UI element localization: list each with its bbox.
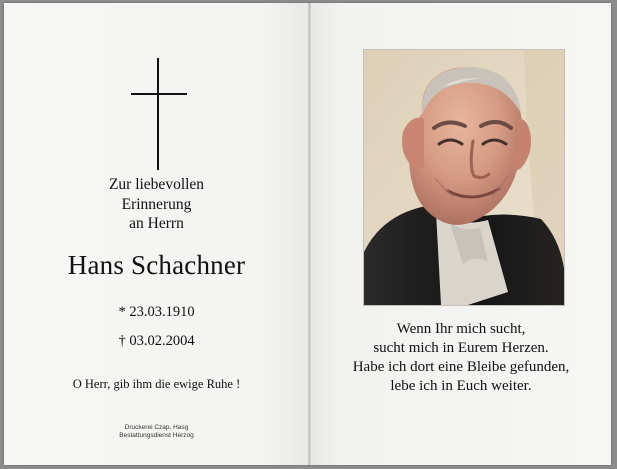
cross-horizontal-bar [131, 93, 187, 95]
poem-line: Habe ich dort eine Bleibe gefunden, [352, 359, 570, 375]
memorial-line: an Herrn [129, 215, 184, 232]
cross-vertical-bar [157, 58, 159, 170]
prayer-text: O Herr, gib ihm die ewige Ruhe ! [72, 377, 241, 391]
memorial-text [4, 175, 309, 234]
memorial-line: Erinnerung [121, 195, 192, 213]
portrait-photo [363, 49, 565, 306]
portrait-image [364, 50, 564, 305]
printer-line: Druckerei Czap, Hasg [124, 424, 189, 431]
cross-icon [131, 58, 187, 170]
poem-line: sucht mich in Eurem Herzen. [373, 340, 549, 356]
deceased-name: Hans Schachner [67, 250, 246, 280]
memorial-line: Zur liebevollen [108, 176, 205, 193]
printer-credit [4, 424, 309, 440]
poem-line: lebe ich in Euch weiter. [390, 378, 532, 394]
printer-line: Bestattungsdienst Herzog [119, 432, 194, 439]
memorial-card [4, 3, 611, 465]
poem-text [311, 320, 611, 396]
poem-line: Wenn Ihr mich sucht, [396, 321, 526, 337]
birth-date: * 23.03.1910 [118, 304, 195, 320]
death-date: † 03.02.2004 [118, 333, 195, 349]
